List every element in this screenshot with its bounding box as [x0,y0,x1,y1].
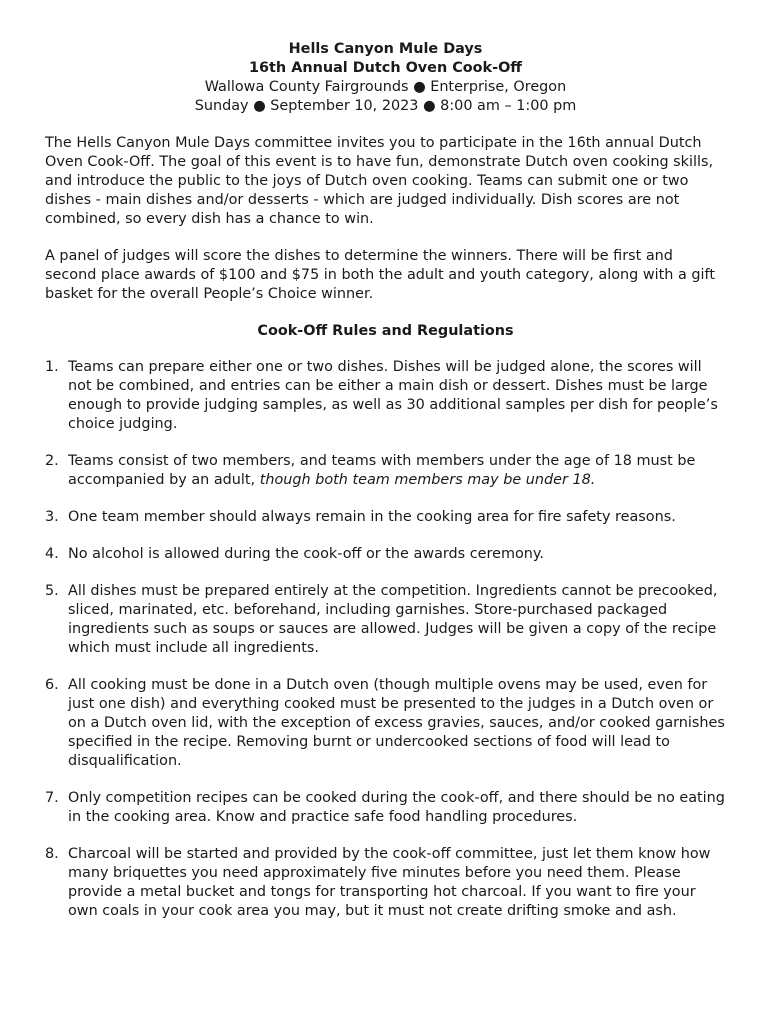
rule-text: All dishes must be prepared entirely at the competition. Ingredients cannot be precooked, sliced, marinated, etc. beforehand, including garnishes. Store-purchased packaged ingredients such as soups or sauces are allowed. Judges will be given a copy of the recipe which must include all ingredients. [68,583,718,656]
rules-heading: Cook-Off Rules and Regulations [257,323,514,339]
rule-item [45,582,726,658]
rule-number: 7. [45,790,59,806]
event-date-time: Sunday ● September 10, 2023 ● 8:00 am – 1:00 pm [194,98,577,114]
rule-item [45,676,726,771]
rule-text: One team member should always remain in the cooking area for fire safety reasons. [68,509,676,525]
rule-item [45,545,726,564]
rule-text: Teams can prepare either one or two dishes. Dishes will be judged alone, the scores will not be combined, and entries can be either a main dish or dessert. Dishes must be large enough to provide judging samples, as well as 30 additional samples per dish for people’s choice judging. [68,359,718,432]
rule-number: 2. [45,453,59,469]
rule-text-italic: though both team members may be under 18. [259,472,596,488]
document-header [45,40,726,116]
intro-paragraph-1: The Hells Canyon Mule Days committee invites you to participate in the 16th annual Dutch Oven Cook-Off. The goal of this event is to have fun, demonstrate Dutch oven cooking skills, and introduce the public to the joys of Dutch oven cooking. Teams can submit one or two dishes - main dishes and/or desserts - which are judged individually. Dish scores are not combined, so every dish has a chance to win. [45,135,714,227]
rule-item [45,789,726,827]
rule-text: All cooking must be done in a Dutch oven (though multiple ovens may be used, even for just one dish) and everything cooked must be presented to the judges in a Dutch oven or on a Dutch oven lid, with the exception of excess gravies, sauces, and/or cooked garnishes specified in the recipe. Removing burnt or undercooked sections of food will lead to disqualification. [68,677,725,769]
rule-text: Teams consist of two members, and teams with members under the age of 18 must be accompanied by an adult, [68,453,696,488]
intro-paragraph-2: A panel of judges will score the dishes to determine the winners. There will be first and second place awards of $100 and $75 in both the adult and youth category, along with a gift basket for the overall People’s Choice winner. [45,248,715,302]
rule-item [45,845,726,921]
event-location: Wallowa County Fairgrounds ● Enterprise, Oregon [204,79,567,95]
rule-item [45,358,726,434]
rule-text: Charcoal will be started and provided by the cook-off committee, just let them know how many briquettes you need approximately five minutes before you need them. Please provide a metal bucket and tongs for transporting hot charcoal. If you want to fire your own coals in your cook area you may, but it must not create drifting smoke and ash. [68,846,711,919]
rule-number: 1. [45,359,59,375]
rule-number: 8. [45,846,59,862]
rule-text-container [68,452,726,490]
rule-number: 6. [45,677,59,693]
rule-number: 5. [45,583,59,599]
rule-text: No alcohol is allowed during the cook-off or the awards ceremony. [68,546,544,562]
rule-item [45,452,726,490]
rule-item [45,508,726,527]
rule-number: 3. [45,509,59,525]
rule-number: 4. [45,546,59,562]
event-title: Hells Canyon Mule Days [288,41,483,57]
rules-list [45,358,726,921]
rule-text: Only competition recipes can be cooked during the cook-off, and there should be no eating in the cooking area. Know and practice safe food handling procedures. [68,790,725,825]
event-subtitle: 16th Annual Dutch Oven Cook-Off [249,60,522,76]
